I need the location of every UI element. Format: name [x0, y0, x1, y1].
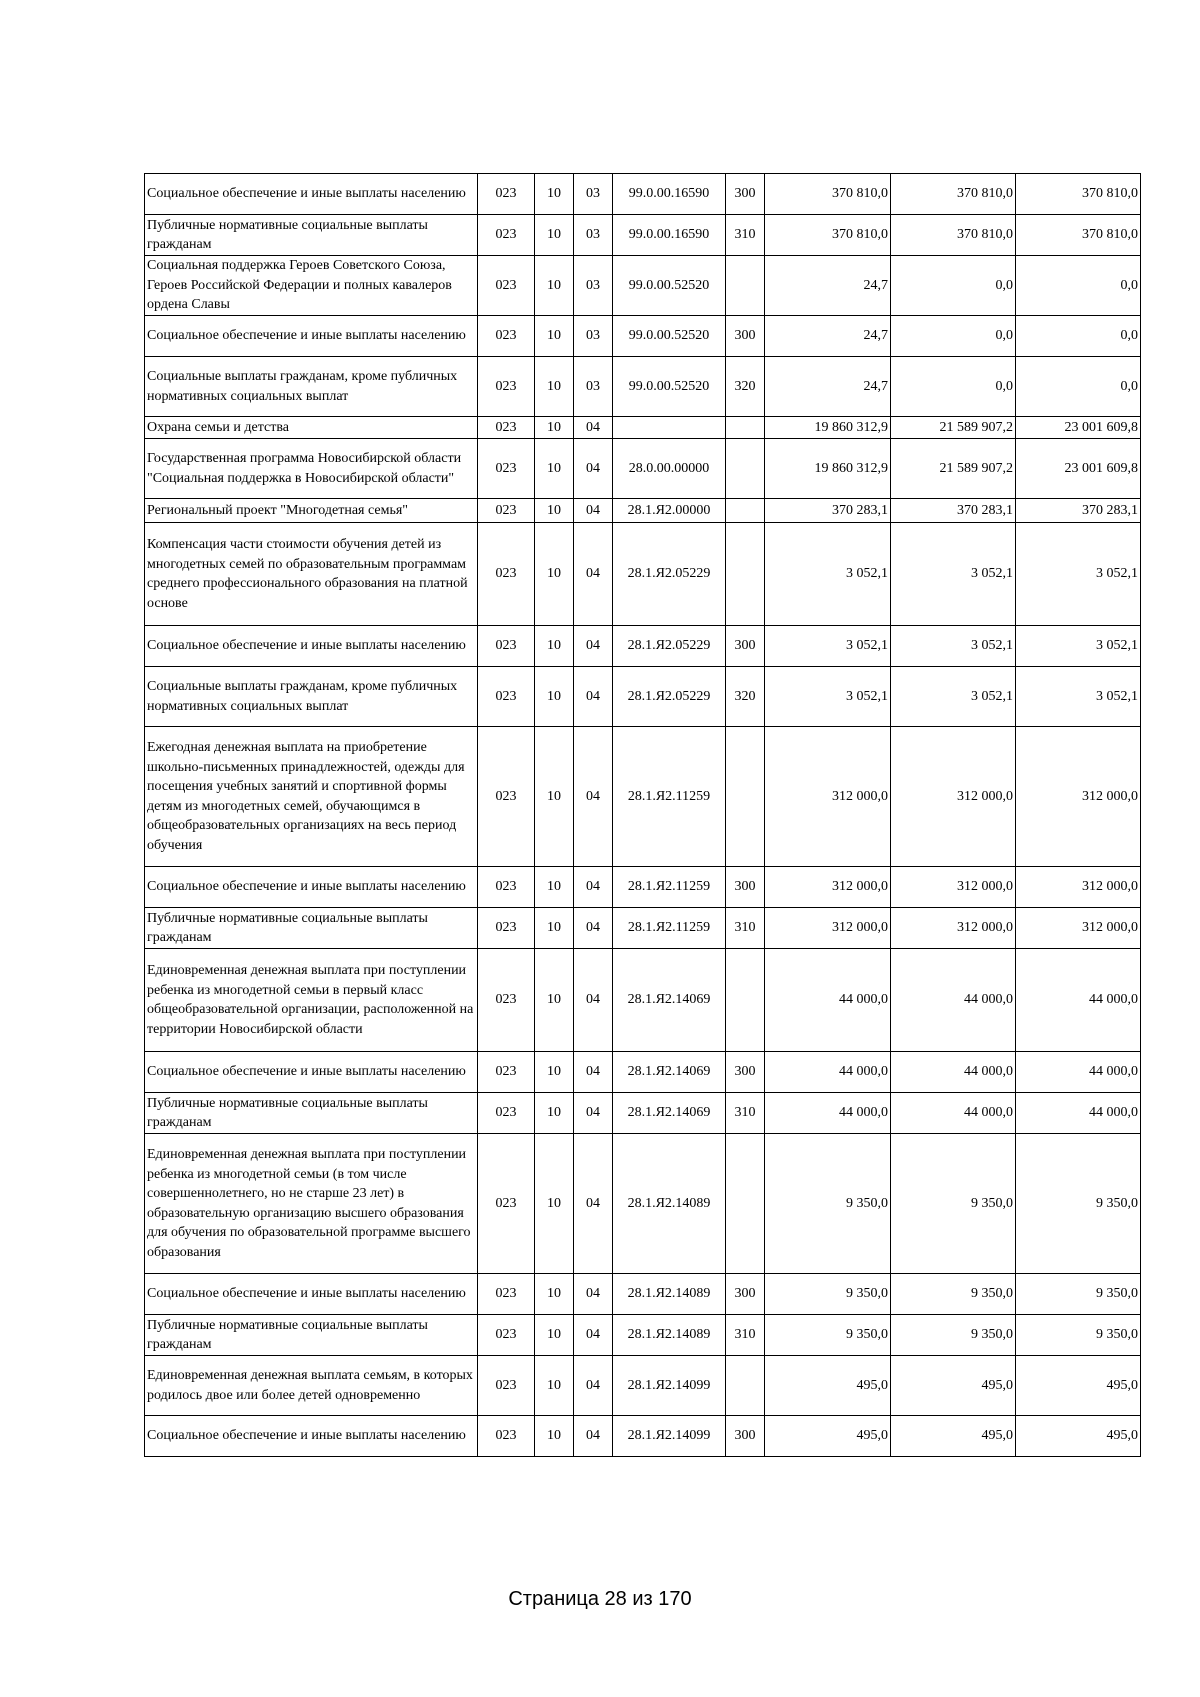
amount-year-1: 312 000,0 — [765, 908, 891, 949]
subsection-code: 03 — [574, 174, 613, 215]
expense-type: 300 — [726, 316, 765, 357]
target-article — [613, 417, 726, 439]
section-code: 10 — [535, 667, 574, 727]
section-code: 10 — [535, 908, 574, 949]
target-article: 28.1.Я2.00000 — [613, 499, 726, 523]
admin-code: 023 — [478, 1274, 535, 1315]
amount-year-2: 495,0 — [891, 1416, 1016, 1457]
target-article: 28.1.Я2.14099 — [613, 1416, 726, 1457]
amount-year-1: 495,0 — [765, 1356, 891, 1416]
subsection-code: 04 — [574, 626, 613, 667]
row-name: Социальное обеспечение и иные выплаты населению — [145, 174, 478, 215]
table-row — [145, 626, 1141, 667]
section-code: 10 — [535, 256, 574, 316]
amount-year-1: 370 283,1 — [765, 499, 891, 523]
row-name: Социальное обеспечение и иные выплаты населению — [145, 1052, 478, 1093]
subsection-code: 04 — [574, 417, 613, 439]
amount-year-2: 9 350,0 — [891, 1134, 1016, 1274]
row-name: Публичные нормативные социальные выплаты гражданам — [145, 215, 478, 256]
page-number: Страница 28 из 170 — [508, 1588, 692, 1610]
table-row — [145, 1315, 1141, 1356]
subsection-code: 04 — [574, 867, 613, 908]
target-article: 28.1.Я2.14069 — [613, 1052, 726, 1093]
admin-code: 023 — [478, 1315, 535, 1356]
amount-year-2: 0,0 — [891, 256, 1016, 316]
target-article: 28.1.Я2.11259 — [613, 867, 726, 908]
table-row — [145, 316, 1141, 357]
section-code: 10 — [535, 1416, 574, 1457]
amount-year-1: 44 000,0 — [765, 1052, 891, 1093]
section-code: 10 — [535, 1134, 574, 1274]
admin-code: 023 — [478, 439, 535, 499]
admin-code: 023 — [478, 1093, 535, 1134]
amount-year-2: 44 000,0 — [891, 949, 1016, 1052]
table-row — [145, 357, 1141, 417]
row-name: Охрана семьи и детства — [145, 417, 478, 439]
amount-year-3: 0,0 — [1016, 316, 1141, 357]
subsection-code: 03 — [574, 316, 613, 357]
expense-type: 320 — [726, 357, 765, 417]
table-row — [145, 1274, 1141, 1315]
subsection-code: 03 — [574, 357, 613, 417]
subsection-code: 04 — [574, 1134, 613, 1274]
table-row — [145, 439, 1141, 499]
table-row — [145, 908, 1141, 949]
target-article: 28.1.Я2.14069 — [613, 1093, 726, 1134]
row-name: Социальное обеспечение и иные выплаты населению — [145, 316, 478, 357]
expense-type: 310 — [726, 1093, 765, 1134]
amount-year-1: 24,7 — [765, 357, 891, 417]
expense-type: 300 — [726, 1052, 765, 1093]
target-article: 99.0.00.52520 — [613, 357, 726, 417]
expense-type: 310 — [726, 215, 765, 256]
table-row — [145, 867, 1141, 908]
target-article: 28.1.Я2.05229 — [613, 626, 726, 667]
expense-type — [726, 949, 765, 1052]
amount-year-3: 312 000,0 — [1016, 727, 1141, 867]
target-article: 28.1.Я2.14099 — [613, 1356, 726, 1416]
admin-code: 023 — [478, 908, 535, 949]
amount-year-3: 370 283,1 — [1016, 499, 1141, 523]
amount-year-1: 19 860 312,9 — [765, 417, 891, 439]
section-code: 10 — [535, 439, 574, 499]
amount-year-1: 3 052,1 — [765, 626, 891, 667]
amount-year-3: 44 000,0 — [1016, 1052, 1141, 1093]
amount-year-1: 495,0 — [765, 1416, 891, 1457]
amount-year-2: 312 000,0 — [891, 867, 1016, 908]
amount-year-1: 44 000,0 — [765, 1093, 891, 1134]
admin-code: 023 — [478, 867, 535, 908]
amount-year-2: 9 350,0 — [891, 1274, 1016, 1315]
row-name: Социальное обеспечение и иные выплаты населению — [145, 1274, 478, 1315]
section-code: 10 — [535, 215, 574, 256]
section-code: 10 — [535, 523, 574, 626]
table-row — [145, 727, 1141, 867]
amount-year-2: 370 283,1 — [891, 499, 1016, 523]
expense-type — [726, 417, 765, 439]
amount-year-3: 9 350,0 — [1016, 1315, 1141, 1356]
amount-year-2: 370 810,0 — [891, 174, 1016, 215]
amount-year-3: 0,0 — [1016, 256, 1141, 316]
amount-year-1: 9 350,0 — [765, 1134, 891, 1274]
target-article: 28.1.Я2.14089 — [613, 1134, 726, 1274]
expense-type: 300 — [726, 867, 765, 908]
subsection-code: 04 — [574, 1093, 613, 1134]
row-name: Социальные выплаты гражданам, кроме публичных нормативных социальных выплат — [145, 667, 478, 727]
section-code: 10 — [535, 1356, 574, 1416]
amount-year-1: 3 052,1 — [765, 667, 891, 727]
amount-year-2: 44 000,0 — [891, 1052, 1016, 1093]
subsection-code: 04 — [574, 523, 613, 626]
amount-year-2: 3 052,1 — [891, 523, 1016, 626]
amount-year-1: 312 000,0 — [765, 867, 891, 908]
table-body — [145, 174, 1141, 1457]
subsection-code: 04 — [574, 1416, 613, 1457]
subsection-code: 04 — [574, 499, 613, 523]
target-article: 28.0.00.00000 — [613, 439, 726, 499]
table-row — [145, 1416, 1141, 1457]
section-code: 10 — [535, 316, 574, 357]
table-row — [145, 256, 1141, 316]
table-row — [145, 667, 1141, 727]
target-article: 28.1.Я2.11259 — [613, 908, 726, 949]
amount-year-3: 44 000,0 — [1016, 1093, 1141, 1134]
expense-type — [726, 523, 765, 626]
table-row — [145, 1134, 1141, 1274]
subsection-code: 04 — [574, 1315, 613, 1356]
row-name: Государственная программа Новосибирской области "Социальная поддержка в Новосибирской области" — [145, 439, 478, 499]
admin-code: 023 — [478, 949, 535, 1052]
admin-code: 023 — [478, 215, 535, 256]
admin-code: 023 — [478, 417, 535, 439]
admin-code: 023 — [478, 316, 535, 357]
target-article: 99.0.00.52520 — [613, 256, 726, 316]
expense-type — [726, 1356, 765, 1416]
table-row — [145, 523, 1141, 626]
expense-type — [726, 1134, 765, 1274]
subsection-code: 04 — [574, 727, 613, 867]
target-article: 28.1.Я2.11259 — [613, 727, 726, 867]
row-name: Социальное обеспечение и иные выплаты населению — [145, 626, 478, 667]
amount-year-2: 44 000,0 — [891, 1093, 1016, 1134]
amount-year-1: 19 860 312,9 — [765, 439, 891, 499]
table-row — [145, 1052, 1141, 1093]
row-name: Социальное обеспечение и иные выплаты населению — [145, 867, 478, 908]
expense-type — [726, 439, 765, 499]
section-code: 10 — [535, 174, 574, 215]
expense-type: 300 — [726, 1274, 765, 1315]
row-name: Единовременная денежная выплата при поступлении ребенка из многодетной семьи (в том числе совершеннолетнего, но не старше 23 лет) в образовательную организацию высшего образования для обучения по образовательной программе высшего образования — [145, 1134, 478, 1274]
subsection-code: 03 — [574, 256, 613, 316]
amount-year-3: 3 052,1 — [1016, 523, 1141, 626]
admin-code: 023 — [478, 1356, 535, 1416]
amount-year-1: 24,7 — [765, 256, 891, 316]
amount-year-3: 3 052,1 — [1016, 626, 1141, 667]
row-name: Единовременная денежная выплата семьям, в которых родилось двое или более детей одновременно — [145, 1356, 478, 1416]
expense-type: 320 — [726, 667, 765, 727]
table-row — [145, 1356, 1141, 1416]
expense-type: 310 — [726, 908, 765, 949]
amount-year-1: 3 052,1 — [765, 523, 891, 626]
subsection-code: 03 — [574, 215, 613, 256]
amount-year-3: 9 350,0 — [1016, 1134, 1141, 1274]
table-row — [145, 499, 1141, 523]
section-code: 10 — [535, 357, 574, 417]
row-name: Социальная поддержка Героев Советского Союза, Героев Российской Федерации и полных кавалеров ордена Славы — [145, 256, 478, 316]
admin-code: 023 — [478, 626, 535, 667]
admin-code: 023 — [478, 357, 535, 417]
table-row — [145, 417, 1141, 439]
amount-year-3: 312 000,0 — [1016, 867, 1141, 908]
table-row — [145, 1093, 1141, 1134]
amount-year-3: 9 350,0 — [1016, 1274, 1141, 1315]
amount-year-2: 9 350,0 — [891, 1315, 1016, 1356]
subsection-code: 04 — [574, 1052, 613, 1093]
section-code: 10 — [535, 867, 574, 908]
row-name: Социальные выплаты гражданам, кроме публичных нормативных социальных выплат — [145, 357, 478, 417]
amount-year-3: 495,0 — [1016, 1416, 1141, 1457]
amount-year-1: 312 000,0 — [765, 727, 891, 867]
target-article: 28.1.Я2.14069 — [613, 949, 726, 1052]
expense-type — [726, 499, 765, 523]
target-article: 99.0.00.52520 — [613, 316, 726, 357]
expense-type: 300 — [726, 1416, 765, 1457]
row-name: Единовременная денежная выплата при поступлении ребенка из многодетной семьи в первый класс общеобразовательной организации, расположенной на территории Новосибирской области — [145, 949, 478, 1052]
amount-year-2: 21 589 907,2 — [891, 417, 1016, 439]
expense-type: 310 — [726, 1315, 765, 1356]
amount-year-3: 0,0 — [1016, 357, 1141, 417]
subsection-code: 04 — [574, 1356, 613, 1416]
expense-type — [726, 256, 765, 316]
amount-year-2: 370 810,0 — [891, 215, 1016, 256]
section-code: 10 — [535, 727, 574, 867]
section-code: 10 — [535, 417, 574, 439]
amount-year-3: 370 810,0 — [1016, 215, 1141, 256]
amount-year-1: 370 810,0 — [765, 215, 891, 256]
amount-year-2: 312 000,0 — [891, 727, 1016, 867]
amount-year-1: 370 810,0 — [765, 174, 891, 215]
admin-code: 023 — [478, 727, 535, 867]
expense-type — [726, 727, 765, 867]
section-code: 10 — [535, 1093, 574, 1134]
amount-year-2: 3 052,1 — [891, 626, 1016, 667]
admin-code: 023 — [478, 1134, 535, 1274]
budget-table — [144, 173, 1141, 1457]
table-row — [145, 215, 1141, 256]
target-article: 28.1.Я2.05229 — [613, 523, 726, 626]
admin-code: 023 — [478, 499, 535, 523]
amount-year-2: 312 000,0 — [891, 908, 1016, 949]
amount-year-2: 0,0 — [891, 357, 1016, 417]
amount-year-1: 24,7 — [765, 316, 891, 357]
row-name: Региональный проект "Многодетная семья" — [145, 499, 478, 523]
target-article: 28.1.Я2.14089 — [613, 1315, 726, 1356]
admin-code: 023 — [478, 667, 535, 727]
expense-type: 300 — [726, 174, 765, 215]
admin-code: 023 — [478, 256, 535, 316]
amount-year-3: 3 052,1 — [1016, 667, 1141, 727]
amount-year-2: 0,0 — [891, 316, 1016, 357]
amount-year-2: 21 589 907,2 — [891, 439, 1016, 499]
section-code: 10 — [535, 1274, 574, 1315]
row-name: Компенсация части стоимости обучения детей из многодетных семей по образовательным программам среднего профессионального образования на платной основе — [145, 523, 478, 626]
amount-year-2: 495,0 — [891, 1356, 1016, 1416]
target-article: 28.1.Я2.05229 — [613, 667, 726, 727]
amount-year-1: 9 350,0 — [765, 1315, 891, 1356]
section-code: 10 — [535, 499, 574, 523]
target-article: 99.0.00.16590 — [613, 215, 726, 256]
subsection-code: 04 — [574, 667, 613, 727]
amount-year-3: 495,0 — [1016, 1356, 1141, 1416]
subsection-code: 04 — [574, 439, 613, 499]
amount-year-3: 23 001 609,8 — [1016, 417, 1141, 439]
section-code: 10 — [535, 626, 574, 667]
table-row — [145, 174, 1141, 215]
row-name: Публичные нормативные социальные выплаты гражданам — [145, 1315, 478, 1356]
amount-year-2: 3 052,1 — [891, 667, 1016, 727]
section-code: 10 — [535, 949, 574, 1052]
subsection-code: 04 — [574, 949, 613, 1052]
subsection-code: 04 — [574, 1274, 613, 1315]
row-name: Публичные нормативные социальные выплаты гражданам — [145, 1093, 478, 1134]
section-code: 10 — [535, 1315, 574, 1356]
section-code: 10 — [535, 1052, 574, 1093]
target-article: 99.0.00.16590 — [613, 174, 726, 215]
row-name: Социальное обеспечение и иные выплаты населению — [145, 1416, 478, 1457]
expense-type: 300 — [726, 626, 765, 667]
table-row — [145, 949, 1141, 1052]
admin-code: 023 — [478, 1416, 535, 1457]
row-name: Публичные нормативные социальные выплаты гражданам — [145, 908, 478, 949]
subsection-code: 04 — [574, 908, 613, 949]
amount-year-1: 44 000,0 — [765, 949, 891, 1052]
target-article: 28.1.Я2.14089 — [613, 1274, 726, 1315]
admin-code: 023 — [478, 174, 535, 215]
admin-code: 023 — [478, 523, 535, 626]
amount-year-3: 44 000,0 — [1016, 949, 1141, 1052]
admin-code: 023 — [478, 1052, 535, 1093]
amount-year-3: 370 810,0 — [1016, 174, 1141, 215]
amount-year-1: 9 350,0 — [765, 1274, 891, 1315]
amount-year-3: 312 000,0 — [1016, 908, 1141, 949]
amount-year-3: 23 001 609,8 — [1016, 439, 1141, 499]
row-name: Ежегодная денежная выплата на приобретение школьно-письменных принадлежностей, одежды для посещения учебных занятий и спортивной формы детям из многодетных семей, обучающимся в общеобразовательных организациях на весь период обучения — [145, 727, 478, 867]
